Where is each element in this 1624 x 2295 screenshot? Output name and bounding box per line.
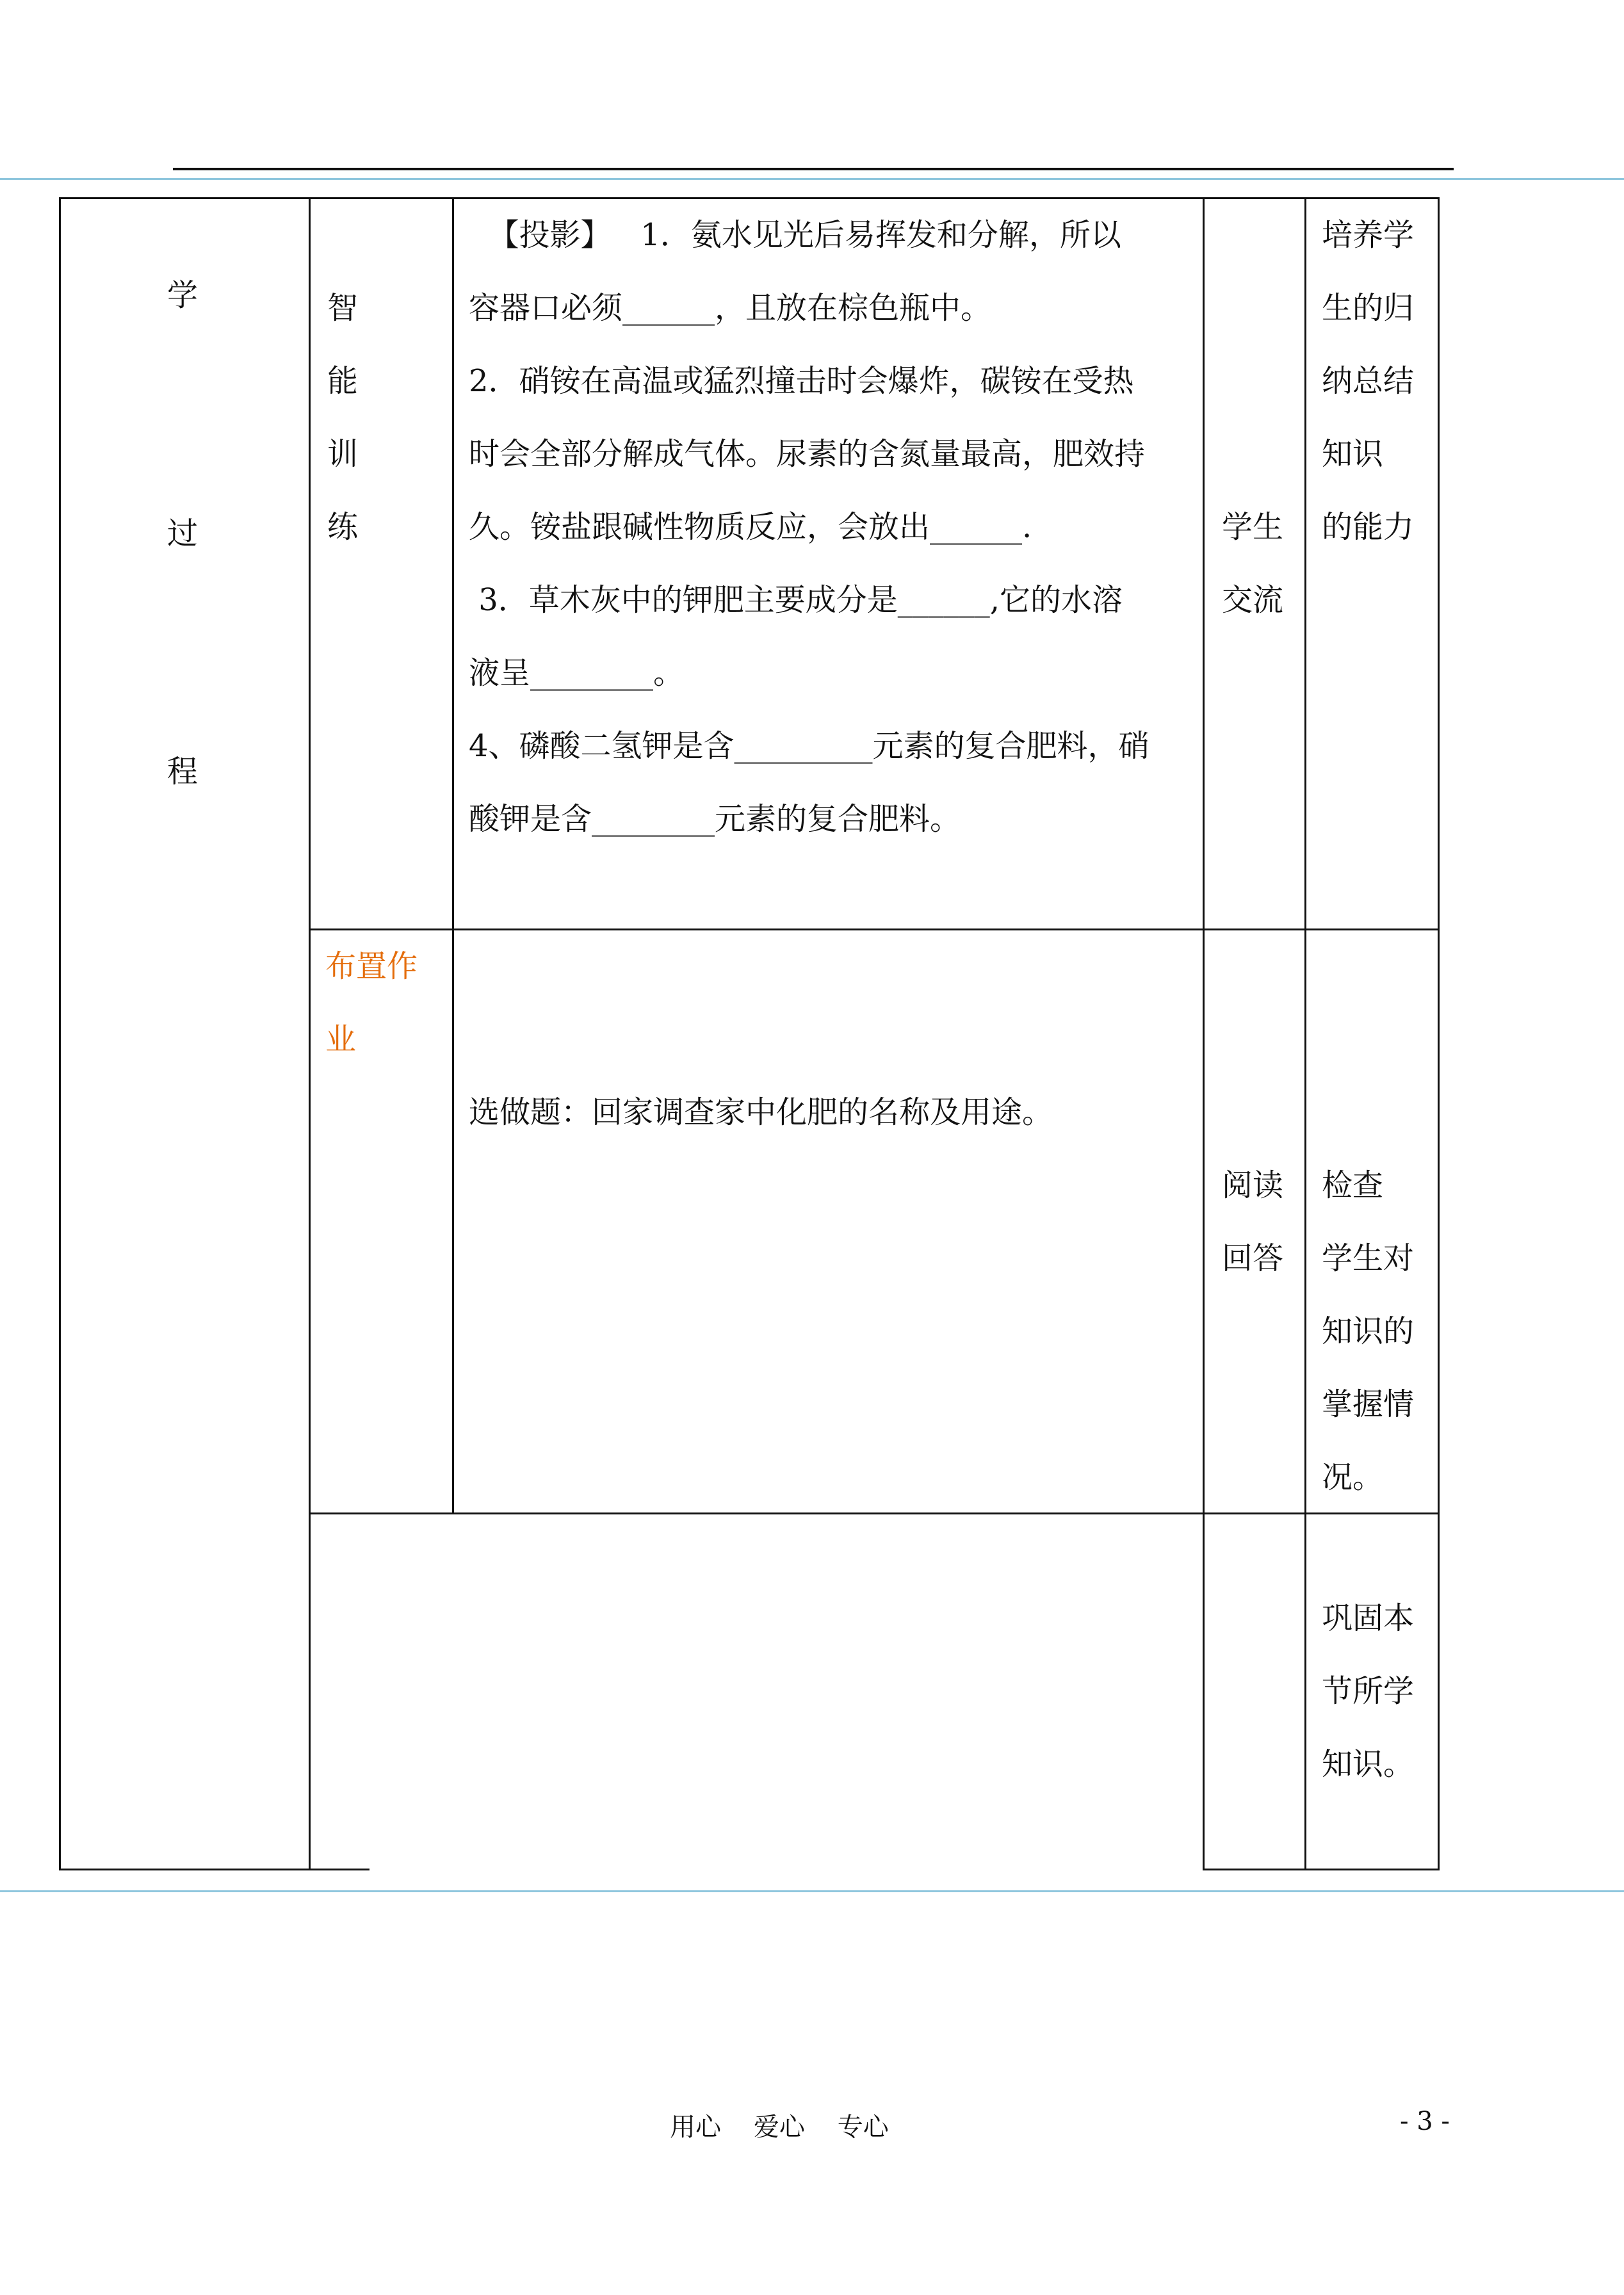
section-label-char: 能 bbox=[327, 363, 358, 399]
intent-line: 知识。 bbox=[1322, 1746, 1415, 1782]
stage-label-char: 程 bbox=[166, 754, 198, 790]
table-divider bbox=[1304, 199, 1306, 1870]
intent-line: 学生对 bbox=[1322, 1240, 1415, 1276]
intent-line: 况。 bbox=[1322, 1459, 1384, 1495]
content-line: 久。铵盐跟碱性物质反应，会放出______. bbox=[469, 509, 1032, 545]
table-divider bbox=[309, 199, 311, 1870]
table-border-bottom bbox=[1203, 1869, 1440, 1870]
intent-line: 的能力 bbox=[1322, 509, 1415, 545]
intent-line: 生的归 bbox=[1322, 290, 1415, 326]
content-line: 容器口必须______，且放在棕色瓶中。 bbox=[469, 290, 992, 326]
section2-content: 选做题：回家调查家中化肥的名称及用途。 bbox=[469, 1094, 1053, 1130]
table-divider bbox=[1203, 199, 1205, 1870]
section2-label-line: 业 bbox=[325, 1021, 357, 1057]
intent-line: 知识的 bbox=[1322, 1313, 1415, 1349]
content-line: 液呈________。 bbox=[469, 655, 685, 691]
student-activity-line: 回答 bbox=[1222, 1240, 1284, 1276]
table-divider bbox=[309, 929, 1440, 930]
footer-motto: 用心 爱心 专心 bbox=[670, 2113, 889, 2142]
section-label-char: 训 bbox=[327, 436, 358, 472]
page-number: - 3 - bbox=[1400, 2107, 1450, 2136]
stage-label-char: 学 bbox=[166, 277, 198, 313]
content-line: 时会全部分解成气体。尿素的含氮量最高，肥效持 bbox=[469, 436, 1146, 472]
content-line: 2．硝铵在高温或猛烈撞击时会爆炸，碳铵在受热 bbox=[469, 363, 1134, 399]
content-line: 3．草木灰中的钾肥主要成分是______,它的水溶 bbox=[469, 582, 1123, 618]
intent-line: 知识 bbox=[1322, 436, 1384, 472]
stage-label-char: 过 bbox=[166, 515, 198, 551]
table-border-bottom bbox=[59, 1869, 369, 1870]
section2-label-line: 布置作 bbox=[325, 948, 418, 984]
intent-line: 培养学 bbox=[1322, 217, 1415, 253]
student-activity-line: 阅读 bbox=[1222, 1167, 1284, 1203]
content-line: 【投影】 1．氨水见光后易挥发和分解，所以 bbox=[469, 217, 1121, 253]
intent-line: 巩固本 bbox=[1322, 1600, 1415, 1636]
table-divider bbox=[309, 1512, 1440, 1514]
table-border-right bbox=[1438, 199, 1440, 1870]
intent-line: 检查 bbox=[1322, 1167, 1384, 1203]
student-activity-line: 学生 bbox=[1222, 509, 1284, 545]
content-line: 4、磷酸二氢钾是含_________元素的复合肥料，硝 bbox=[469, 728, 1149, 764]
intent-line: 纳总结 bbox=[1322, 363, 1415, 399]
intent-line: 掌握情 bbox=[1322, 1386, 1415, 1422]
content-line: 酸钾是含________元素的复合肥料。 bbox=[469, 801, 961, 837]
section-label-char: 练 bbox=[327, 509, 358, 545]
section-label-char: 智 bbox=[327, 290, 358, 326]
table-divider bbox=[452, 199, 454, 1514]
student-activity-line: 交流 bbox=[1222, 582, 1284, 618]
table-border-left bbox=[59, 199, 61, 1870]
intent-line: 节所学 bbox=[1322, 1673, 1415, 1709]
